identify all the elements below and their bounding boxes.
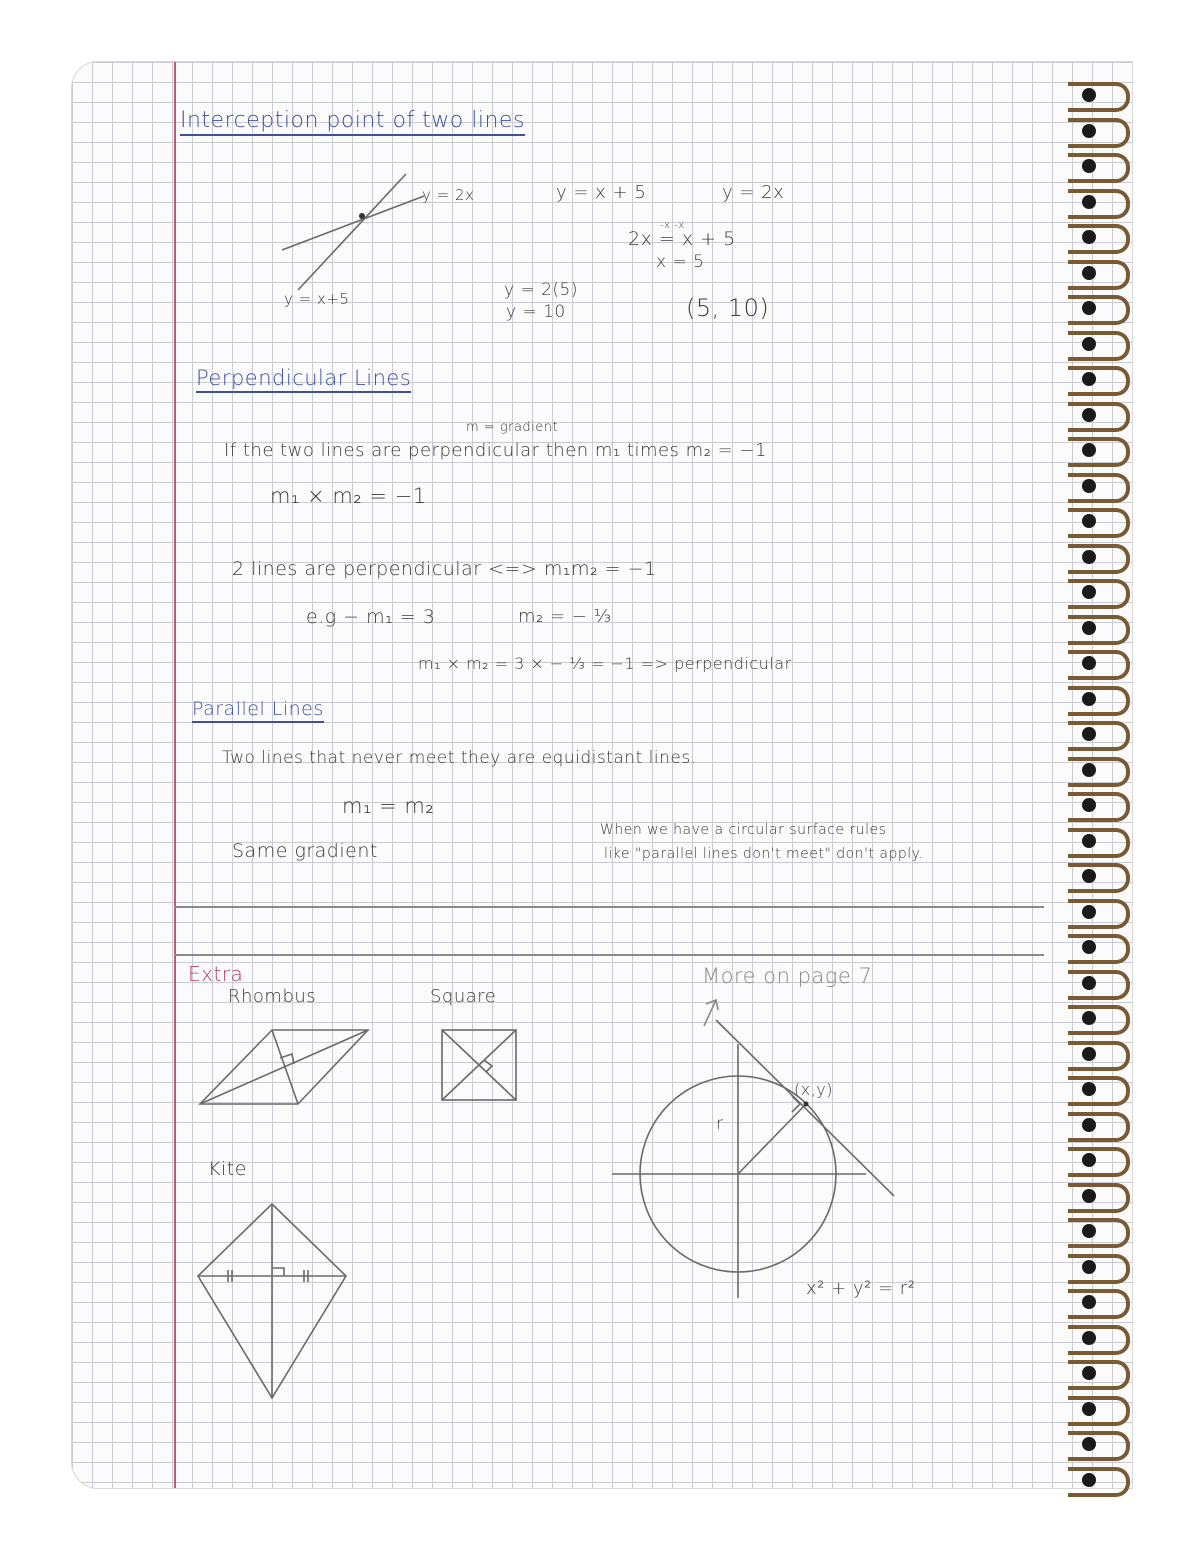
- circular-note-1: When we have a circular surface rules: [600, 822, 887, 838]
- label-square: Square: [430, 986, 497, 1007]
- tangent-point-dot: [804, 1102, 809, 1107]
- label-rhombus: Rhombus: [228, 986, 317, 1007]
- substitution-1: y = 2(5): [504, 280, 579, 300]
- intersection-point: (5, 10): [686, 294, 770, 322]
- title-extra: Extra: [188, 962, 244, 986]
- more-on-page: More on page 7: [702, 964, 873, 988]
- label-kite: Kite: [208, 1158, 247, 1180]
- step-1: 2x = x + 5: [628, 228, 736, 250]
- perp-iff: 2 lines are perpendicular <=> m₁m₂ = −1: [232, 558, 657, 580]
- parallel-same-gradient: Same gradient: [232, 840, 378, 862]
- label-y-2x: y = 2x: [422, 186, 475, 204]
- parallel-definition: Two lines that never meet they are equidistant lines.: [222, 748, 697, 768]
- equation-2: y = 2x: [722, 182, 785, 203]
- label-radius: r: [716, 1114, 724, 1134]
- line-y-x5: [298, 174, 406, 290]
- circular-note-2: like "parallel lines don't meet" don't apply.: [604, 846, 924, 862]
- title-perpendicular: Perpendicular Lines: [196, 366, 411, 393]
- title-interception: Interception point of two lines: [180, 108, 525, 136]
- example-m2: m₂ = − ⅓: [518, 606, 612, 627]
- line-y-2x: [282, 196, 424, 250]
- parallel-formula: m₁ = m₂: [342, 794, 435, 818]
- gradient-note: m = gradient: [466, 420, 559, 435]
- equation-1: y = x + 5: [556, 182, 647, 203]
- step-2: x = 5: [656, 252, 705, 272]
- title-parallel: Parallel Lines: [192, 698, 324, 723]
- step-subtract: -x -x: [660, 220, 685, 231]
- example-m1: e.g − m₁ = 3: [306, 606, 436, 628]
- perp-definition: If the two lines are perpendicular then m₁ times m₂ = −1: [224, 440, 767, 461]
- substitution-2: y = 10: [506, 302, 566, 322]
- label-y-x5: y = x+5: [284, 290, 350, 308]
- perp-formula: m₁ × m₂ = −1: [270, 484, 427, 508]
- intersection-dot: [359, 213, 365, 219]
- circle-equation: x² + y² = r²: [806, 1278, 916, 1299]
- label-xy: (x,y): [794, 1080, 834, 1099]
- example-calc: m₁ × m₂ = 3 × − ⅓ = −1 => perpendicular: [418, 654, 792, 673]
